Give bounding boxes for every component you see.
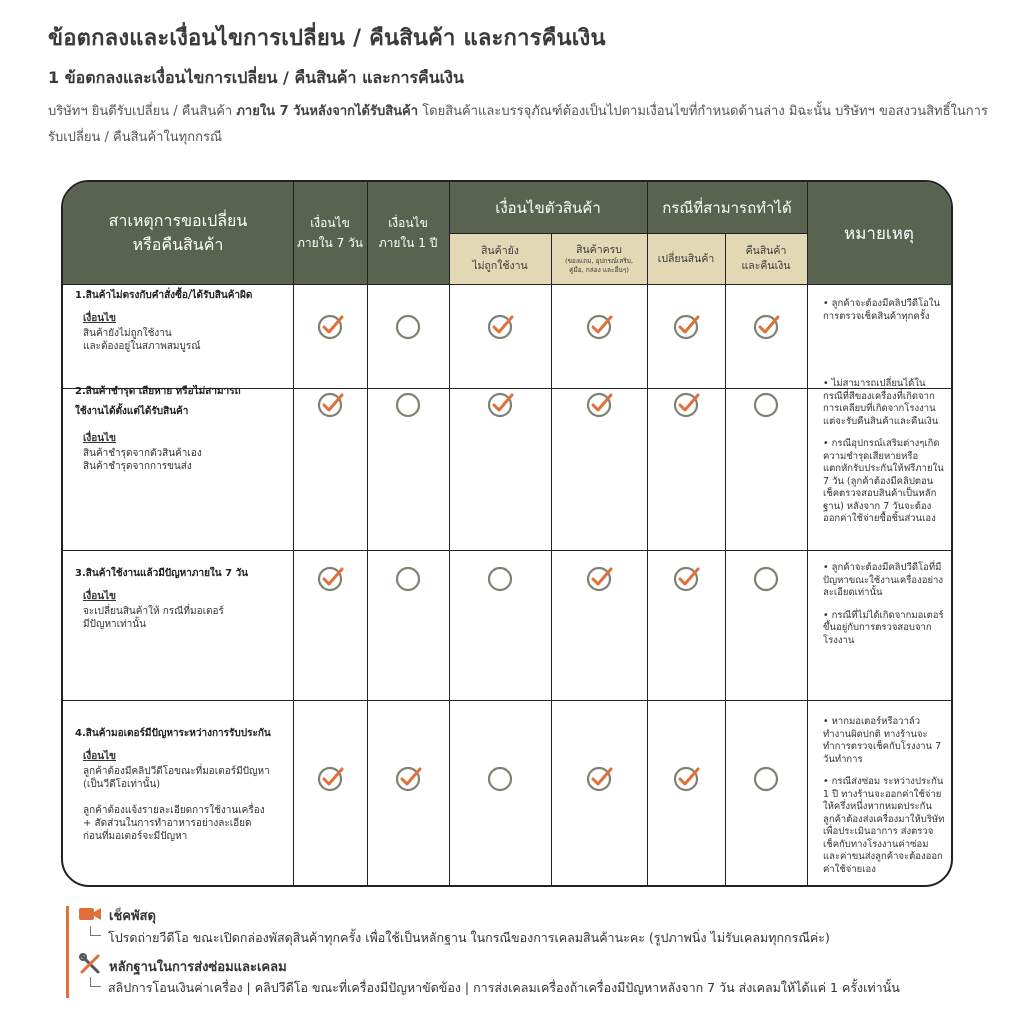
section-title: 1 ข้อตกลงและเงื่อนไขการเปลี่ยน / คืนสินค้า และการคืนเงิน bbox=[48, 68, 464, 87]
row-2-condition-text: สินค้าชำรุดจากตัวสินค้าเอง สินค้าชำรุดจากการขนส่ง bbox=[83, 448, 202, 472]
row-3-note-2: • กรณีที่ไม่ได้เกิดจากมอเตอร์ขึ้นอยู่กับการตรวจสอบจากโรงงาน bbox=[823, 609, 944, 646]
row-1-note: • ลูกค้าจะต้องมีคลิปวีดีโอในการตรวจเช็คสินค้าทุกครั้ง bbox=[823, 298, 940, 322]
row-3-note-1: • ลูกค้าจะต้องมีคลิปวีดีโอที่มีปัญหาขณะใช้งานเครื่องอย่างละเอียดเท่านั้น bbox=[823, 562, 943, 598]
row-2-condition-label: เงื่อนไข bbox=[83, 433, 117, 444]
row-3-condition-text: จะเปลี่ยนสินค้าให้ กรณีที่มอเตอร์ มีปัญหาเท่านั้น bbox=[83, 606, 224, 630]
row-1-title: 1.สินค้าไม่ตรงกับคำสั่งซื้อ/ได้รับสินค้าผิด bbox=[75, 290, 253, 301]
header-complete-sub: (ของแถม, อุปกรณ์เสริม, คู่มือ, กล่อง และอื่นๆ) bbox=[564, 256, 634, 274]
header-reason: สาเหตุการขอเปลี่ยน หรือคืนสินค้า bbox=[63, 182, 293, 284]
footer-text-check-parcel: โปรดถ่ายวีดีโอ ขณะเปิดกล่องพัสดุสินค้าทุกครั้ง เพื่อใช้เป็นหลักฐาน ในกรณีของการเคลมสินค้านะคะ (รูปภาพนิ่ง ไม่รับเคลมทุกกรณีค่ะ) bbox=[108, 930, 830, 945]
header-within-7-days: เงื่อนไข ภายใน 7 วัน bbox=[293, 182, 367, 284]
check-mark-icon-row2-exchange bbox=[675, 394, 698, 416]
row-4-note-1: • หากมอเตอร์หรือวาล์วทำงานผิดปกติ ทางร้านจะทำการตรวจเช็คกับโรงงาน 7 วันทำการ bbox=[823, 716, 942, 765]
header-complete-label: สินค้าครบ bbox=[576, 243, 622, 256]
row-4-condition-label: เงื่อนไข bbox=[83, 751, 117, 762]
empty-circle-icon-row2-within-1-year bbox=[397, 394, 419, 416]
check-mark-icon-row4-complete bbox=[588, 768, 611, 790]
row-4-note-2: • กรณีส่งซ่อม ระหว่างประกัน 1 ปี ทางร้านจะออกค่าใช้จ่ายให้ครึ่งหนึ่งหากหมดประกัน ลูกค้าต้องส่งเครื่องมาให้บริษัทเพื่อประเมินอาการ ส่งตรวจเช็คกับทางโรงงานค่าซ่อมและค่าขนส่งลูกค้าจะต้องออกค่าใช้จ่ายเอง bbox=[823, 776, 945, 875]
row-4-condition-text: ลูกค้าต้องมีคลิปวีดีโอขณะที่มอเตอร์มีปัญหา (เป็นวีดีโอเท่านั้น) ลูกค้าต้องแจ้งรายละเอียดการใช้งานเครื่อง + สัดส่วนในการทำอาหารอย่างละเอียด ก่อนที่มอเตอร์จะมีปัญหา bbox=[83, 766, 270, 842]
footer-elbow-2 bbox=[90, 977, 101, 987]
footer-elbow-1 bbox=[90, 926, 101, 936]
empty-circle-icon-row3-refund bbox=[755, 568, 777, 590]
footer-title-evidence: หลักฐานในการส่งซ่อมและเคลม bbox=[109, 960, 287, 975]
check-mark-icon-row3-within-7-days bbox=[319, 568, 342, 590]
check-mark-icon-row1-within-7-days bbox=[319, 316, 342, 338]
row-2-notes bbox=[823, 378, 945, 536]
tools-icon bbox=[79, 953, 101, 975]
header-possible-cases: กรณีที่สามารถทำได้ bbox=[647, 182, 807, 233]
check-mark-icon-row1-exchange bbox=[675, 316, 698, 338]
empty-circle-icon-row3-within-1-year bbox=[397, 568, 419, 590]
empty-circle-icon-row3-unused bbox=[489, 568, 511, 590]
row-3-title: 3.สินค้าใช้งานแล้วมีปัญหาภายใน 7 วัน bbox=[75, 568, 249, 579]
footer-accent-bar bbox=[66, 906, 69, 998]
check-mark-icon-row4-within-7-days bbox=[319, 768, 342, 790]
page-title: ข้อตกลงและเงื่อนไขการเปลี่ยน / คืนสินค้า และการคืนเงิน bbox=[48, 26, 606, 51]
row-1-condition-label: เงื่อนไข bbox=[83, 313, 117, 324]
empty-circle-icon-row4-unused bbox=[489, 768, 511, 790]
intro-paragraph bbox=[48, 99, 988, 151]
empty-circle-icon-row1-within-1-year bbox=[397, 316, 419, 338]
conditions-table bbox=[61, 180, 953, 887]
check-mark-icon-row2-unused bbox=[489, 394, 512, 416]
check-mark-icon-row2-complete bbox=[588, 394, 611, 416]
row-2-title: 2.สินค้าชำรุด เสียหาย หรือไม่สามารถ ใช้งานได้ตั้งแต่ได้รับสินค้า bbox=[75, 386, 241, 417]
marks-layer bbox=[63, 182, 951, 885]
row-4-notes bbox=[823, 716, 945, 886]
header-unused-label: สินค้ายัง ไม่ถูกใช้งาน bbox=[472, 244, 528, 272]
intro-text-2: โดยสินค้าและบรรจุภัณฑ์ต้องเป็นไปตามเงื่อนไขที่กำหนดด้านล่าง มิฉะนั้น บริษัทฯ ขอสงวนสิทธิ์ในการรับเปลี่ยน / คืนสินค้าในทุกกรณี bbox=[48, 104, 988, 145]
empty-circle-icon-row4-refund bbox=[755, 768, 777, 790]
video-camera-icon bbox=[78, 905, 102, 923]
row-2-note-2: • กรณีอุปกรณ์เสริมต่างๆเกิดความชำรุดเสียหายหรือแตกหักรับประกันให้ฟรีภายใน 7 วัน (ลูกค้าต้องมีคลิปตอนเช็คตรวจสอบสินค้าเป็นหลักฐาน) หลังจาก 7 วันจะต้องออกค่าใช้จ่ายซื้อชิ้นส่วนเอง bbox=[823, 438, 944, 524]
header-within-1-year: เงื่อนไข ภายใน 1 ปี bbox=[367, 182, 449, 284]
header-exchange-label: เปลี่ยนสินค้า bbox=[657, 253, 715, 265]
intro-text-1: บริษัทฯ ยินดีรับเปลี่ยน / คืนสินค้า bbox=[48, 104, 237, 119]
check-mark-icon-row4-within-1-year bbox=[397, 768, 420, 790]
check-mark-icon-row1-refund bbox=[755, 316, 778, 338]
row-3-condition-label: เงื่อนไข bbox=[83, 591, 117, 602]
check-mark-icon-row3-complete bbox=[588, 568, 611, 590]
header-remark: หมายเหตุ bbox=[807, 182, 951, 284]
row-2-note-1: • ไม่สามารถเปลี่ยนได้ในกรณีที่สีของเครื่องที่เกิดจากการเคลียบที่เกิดจากโรงงานแต่จะรับคืนสินค้าและคืนเงิน bbox=[823, 378, 939, 427]
check-mark-icon-row1-unused bbox=[489, 316, 512, 338]
row-1-condition-text: สินค้ายังไม่ถูกใช้งาน และต้องอยู่ในสภาพสมบูรณ์ bbox=[83, 328, 201, 352]
empty-circle-icon-row2-refund bbox=[755, 394, 777, 416]
row-1-notes bbox=[823, 298, 945, 333]
row-3-notes bbox=[823, 562, 945, 657]
header-product-conditions: เงื่อนไขตัวสินค้า bbox=[449, 182, 647, 233]
footer-title-check-parcel: เช็คพัสดุ bbox=[109, 909, 156, 924]
check-mark-icon-row3-exchange bbox=[675, 568, 698, 590]
row-4-title: 4.สินค้ามอเตอร์มีปัญหาระหว่างการรับประกัน bbox=[75, 728, 271, 739]
check-mark-icon-row4-exchange bbox=[675, 768, 698, 790]
check-mark-icon-row1-complete bbox=[588, 316, 611, 338]
footer-text-evidence: สลิปการโอนเงินค่าเครื่อง | คลิปวีดีโอ ขณะที่เครื่องมีปัญหาขัดข้อง | การส่งเคลมเครื่องถ้าเครื่องมีปัญหาหลังจาก 7 วัน ส่งเคลมให้ได้แค่ 1 ครั้งเท่านั้น bbox=[108, 980, 900, 995]
check-mark-icon-row2-within-7-days bbox=[319, 394, 342, 416]
header-refund-label: คืนสินค้า และคืนเงิน bbox=[741, 244, 791, 272]
intro-text-bold: ภายใน 7 วันหลังจากได้รับสินค้า bbox=[236, 104, 419, 119]
